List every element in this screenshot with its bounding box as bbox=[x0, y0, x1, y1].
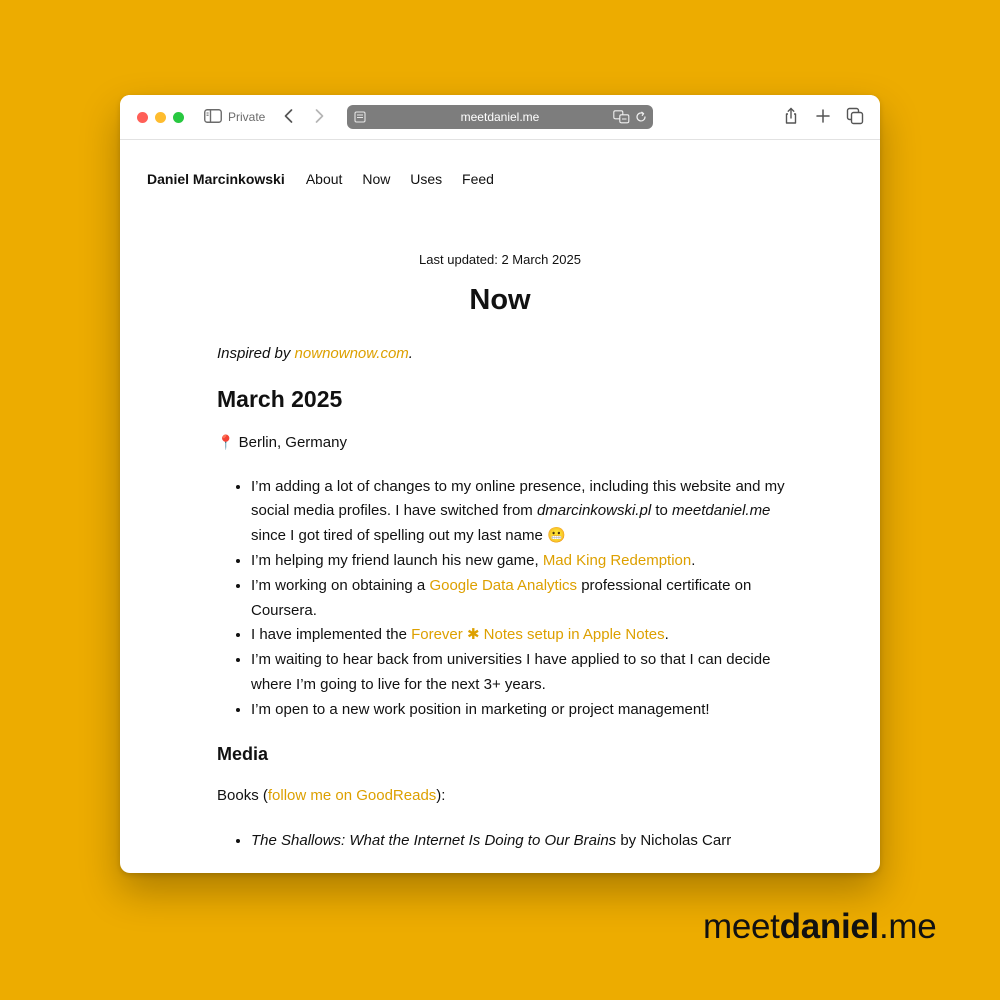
location-text: Berlin, Germany bbox=[238, 433, 347, 451]
last-updated: Last updated: 2 March 2025 bbox=[419, 252, 581, 267]
nav-link-feed[interactable]: Feed bbox=[462, 171, 494, 187]
grimacing-emoji-icon: 😬 bbox=[546, 527, 566, 545]
chevron-right-icon[interactable] bbox=[310, 107, 328, 125]
page-title: Now bbox=[469, 284, 531, 316]
google-data-analytics-link[interactable]: Google Data Analytics bbox=[429, 576, 578, 594]
site-name-link[interactable]: Daniel Marcinkowski bbox=[147, 171, 285, 187]
nav-link-now[interactable]: Now bbox=[362, 171, 391, 187]
nownownow-link[interactable]: nownownow.com bbox=[294, 345, 409, 362]
list-item: • I have implemented the Forever ✱ Notes setup in Apple Notes. bbox=[251, 623, 791, 648]
site-navigation bbox=[147, 170, 510, 188]
nav-link-about[interactable]: About bbox=[305, 171, 343, 187]
chevron-left-icon[interactable] bbox=[280, 107, 298, 125]
list-item bbox=[251, 829, 791, 854]
list-item: • I’m working on obtaining a Google Data Analytics professional certificate on Coursera. bbox=[251, 574, 791, 624]
web-page bbox=[120, 140, 880, 873]
book-list bbox=[217, 829, 791, 854]
inspired-by-text: Inspired by nownownow.com. bbox=[217, 345, 413, 362]
reload-icon[interactable] bbox=[635, 111, 647, 123]
private-browsing-label: Private bbox=[228, 110, 266, 124]
update-list bbox=[217, 475, 791, 723]
list-item: • I’m adding a lot of changes to my online presence, including this website and my social media profiles. I have switched from dmarcinkowski.pl to meetdaniel.me since I got tired of spelling out my last name 😬 bbox=[251, 475, 791, 549]
forever-notes-link[interactable]: Forever ✱ Notes setup in Apple Notes bbox=[411, 626, 665, 644]
location bbox=[217, 430, 797, 456]
book-author: by Nicholas Carr bbox=[616, 832, 732, 850]
list-item: • I’m helping my friend launch his new game, Mad King Redemption. bbox=[251, 549, 791, 574]
book-title: The Shallows: What the Internet Is Doing to Our Brains bbox=[251, 832, 617, 850]
mad-king-redemption-link[interactable]: Mad King Redemption bbox=[542, 551, 692, 569]
page-content bbox=[217, 342, 797, 854]
list-item: • I’m open to a new work position in marketing or project management! bbox=[251, 698, 791, 723]
section-heading: March 2025 bbox=[217, 385, 343, 412]
goodreads-link[interactable]: follow me on GoodReads bbox=[267, 786, 437, 804]
url-text: meetdaniel.me bbox=[460, 110, 540, 124]
brand-logo: meetdaniel.me bbox=[703, 907, 937, 946]
plus-icon[interactable] bbox=[814, 107, 832, 125]
browser-toolbar bbox=[120, 95, 880, 140]
zoom-window-button[interactable] bbox=[173, 112, 184, 123]
translate-icon[interactable] bbox=[613, 110, 630, 124]
minimize-window-button[interactable] bbox=[155, 112, 166, 123]
nav-link-uses[interactable]: Uses bbox=[410, 171, 443, 187]
browser-window bbox=[120, 95, 880, 873]
share-icon[interactable] bbox=[782, 107, 800, 125]
close-window-button[interactable] bbox=[137, 112, 148, 123]
sidebar-icon[interactable] bbox=[204, 109, 222, 123]
pin-icon: 📍 bbox=[217, 433, 235, 450]
books-text: Books (follow me on GoodReads): bbox=[217, 786, 446, 804]
tabs-icon[interactable] bbox=[846, 107, 864, 125]
address-bar[interactable] bbox=[347, 105, 653, 129]
list-item: • I’m waiting to hear back from universities I have applied to so that I can decide where I’m going to live for the next 3+ years. bbox=[251, 648, 791, 698]
media-heading: Media bbox=[217, 743, 269, 764]
